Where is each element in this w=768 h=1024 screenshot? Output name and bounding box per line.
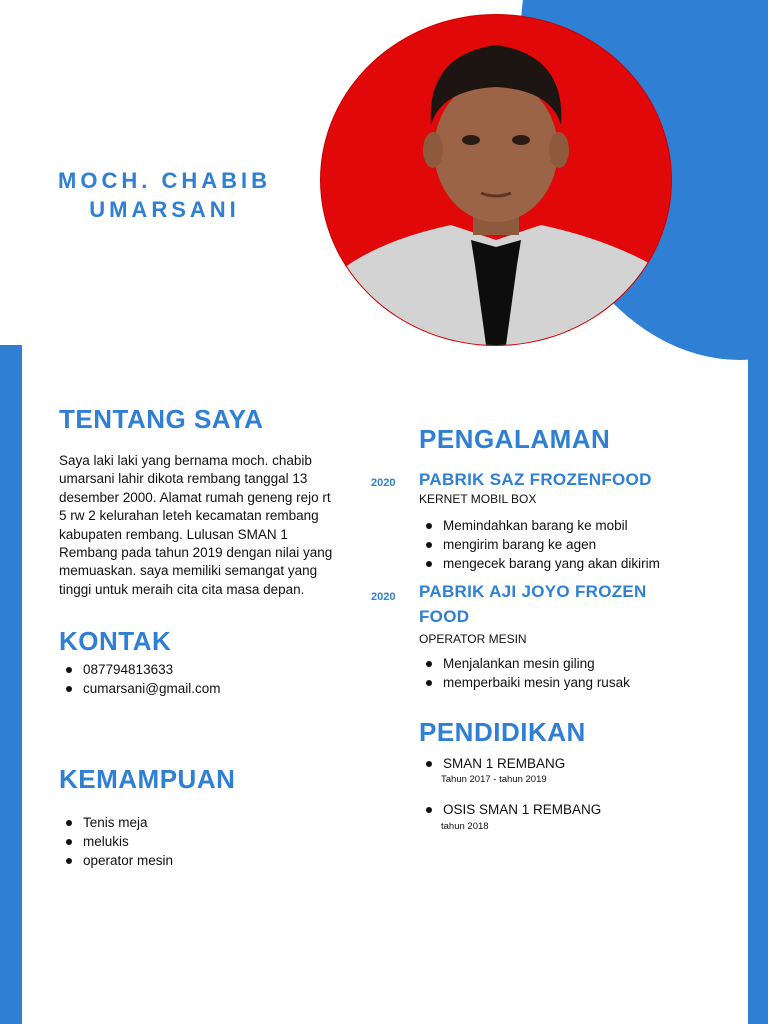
job-task: mengecek barang yang akan dikirim	[443, 556, 660, 571]
job-task: Menjalankan mesin giling	[443, 654, 630, 673]
job-2-year: 2020	[371, 591, 396, 603]
experience-heading: PENGALAMAN	[419, 424, 611, 454]
job-2-tasks	[419, 654, 630, 692]
about-text: Saya laki laki yang bernama moch. chabib umarsani lahir dikota rembang tanggal 13 desember 2000. Alamat rumah geneng rejo rt 5 rw 2 kelurahan leteh kecamatan rembang kabupaten rembang. Lulusan SMAN 1 Rembang pada tahun 2019 dengan nilai yang memuaskan. saya memiliki semangat yang tinggi untuk meraih cita cita masa depan.	[59, 453, 333, 597]
left-accent-bar	[0, 345, 22, 1024]
education-name: SMAN 1 REMBANG	[443, 756, 566, 771]
skill-item: operator mesin	[83, 853, 174, 868]
contact-list	[59, 660, 221, 698]
job-task: mengirim barang ke agen	[443, 535, 660, 554]
name-line-2: UMARSANI	[89, 197, 240, 222]
skill-item: melukis	[83, 832, 173, 851]
job-1-year: 2020	[371, 477, 396, 489]
education-item-1	[419, 754, 565, 773]
job-2-company-line-2: FOOD	[419, 607, 470, 626]
job-2-role: OPERATOR MESIN	[419, 632, 527, 646]
education-period: Tahun 2017 - tahun 2019	[441, 774, 547, 785]
contact-heading: KONTAK	[59, 626, 172, 656]
job-2-company	[419, 579, 647, 629]
job-task: Memindahkan barang ke mobil	[443, 516, 660, 535]
about-heading: TENTANG SAYA	[59, 404, 264, 434]
job-2-company-line-1: PABRIK AJI JOYO FROZEN	[419, 582, 647, 601]
name-line-1: MOCH. CHABIB	[58, 168, 271, 193]
education-item-2	[419, 800, 601, 819]
job-1-role: KERNET MOBIL BOX	[419, 492, 537, 506]
skill-item: Tenis meja	[83, 813, 173, 832]
skills-heading: KEMAMPUAN	[59, 764, 236, 794]
person-name	[52, 166, 277, 224]
job-task: memperbaiki mesin yang rusak	[443, 675, 630, 690]
right-accent-bar	[748, 330, 768, 1024]
skills-list	[59, 813, 173, 870]
education-period: tahun 2018	[441, 821, 489, 832]
education-name: OSIS SMAN 1 REMBANG	[443, 802, 602, 817]
education-heading: PENDIDIKAN	[419, 717, 586, 747]
profile-photo	[320, 14, 672, 346]
job-1-company: PABRIK SAZ FROZENFOOD	[419, 470, 652, 489]
job-1-tasks	[419, 516, 660, 573]
contact-email: cumarsani@gmail.com	[83, 681, 221, 696]
contact-phone: 087794813633	[83, 660, 221, 679]
